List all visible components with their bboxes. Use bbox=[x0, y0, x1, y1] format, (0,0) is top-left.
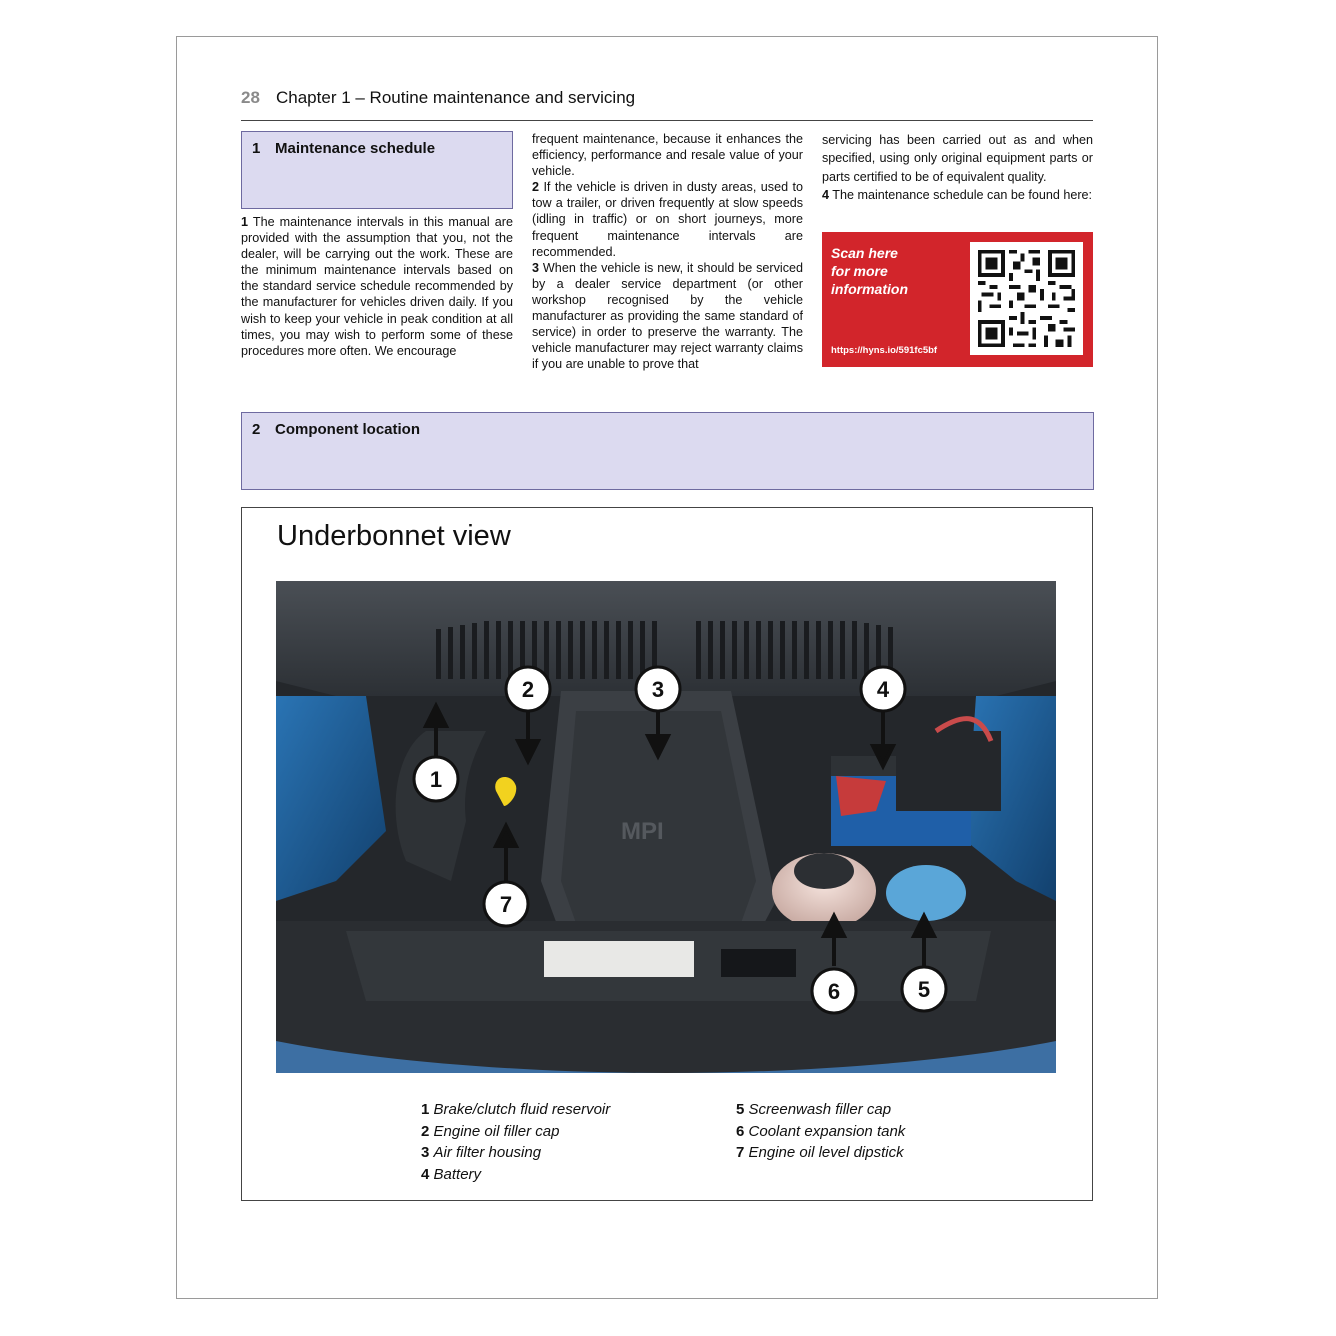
paragraph bbox=[532, 179, 803, 259]
legend-number: 5 bbox=[736, 1101, 745, 1118]
paragraph-text: frequent maintenance, because it enhances the efficiency, performance and resale value of your vehicle. bbox=[532, 132, 803, 179]
legend-text: Air filter housing bbox=[433, 1144, 542, 1161]
legend-item bbox=[421, 1164, 610, 1186]
mpi-lettering: MPI bbox=[621, 818, 664, 845]
callout-label: 6 bbox=[827, 979, 841, 1004]
legend-left bbox=[421, 1099, 610, 1185]
paragraph bbox=[532, 131, 803, 179]
text-column-1 bbox=[241, 214, 513, 359]
paragraph-text: If the vehicle is driven in dusty areas, used to tow a trailer, or driven frequently at slow speeds (idling in traffic) or on short journeys, more frequent maintenance intervals are recommended. bbox=[532, 180, 804, 259]
section-title: Component location bbox=[275, 421, 420, 438]
legend-item bbox=[736, 1121, 905, 1143]
qr-code-icon[interactable] bbox=[970, 242, 1083, 355]
callout-label: 4 bbox=[876, 677, 890, 702]
legend-text: Engine oil level dipstick bbox=[748, 1144, 904, 1161]
section-number: 2 bbox=[252, 421, 261, 438]
chapter-title: Chapter 1 – Routine maintenance and servicing bbox=[276, 88, 636, 107]
paragraph-number: 1 bbox=[241, 215, 249, 229]
text-column-2 bbox=[532, 131, 803, 372]
legend-item bbox=[736, 1142, 905, 1164]
engine-bay-photo bbox=[276, 581, 1056, 1073]
scan-here-text: Scan here for more information bbox=[831, 245, 908, 297]
section-heading-maintenance-schedule bbox=[241, 131, 513, 209]
qr-panel[interactable] bbox=[822, 232, 1093, 367]
paragraph-number: 2 bbox=[532, 180, 540, 195]
paragraph bbox=[532, 260, 803, 373]
legend-number: 4 bbox=[421, 1165, 430, 1183]
paragraph-text: The maintenance schedule can be found here: bbox=[832, 187, 1093, 202]
callout-label: 7 bbox=[499, 892, 513, 917]
legend-number: 3 bbox=[421, 1144, 430, 1161]
paragraph-number: 4 bbox=[822, 187, 830, 202]
callout-label: 2 bbox=[521, 677, 535, 702]
legend-text: Screenwash filler cap bbox=[748, 1101, 892, 1118]
legend-item bbox=[421, 1121, 610, 1143]
section-title: Maintenance schedule bbox=[275, 140, 436, 157]
paragraph-text: The maintenance intervals in this manual are provided with the assumption that you, not the dealer, will be carrying out the work. These are the minimum maintenance intervals based on the standard service schedule recommended by the manufacturer for vehicles driven daily. If you wish to keep your vehicle in peak condition at all times, you may wish to perform some of these procedures more often. We encourage bbox=[241, 215, 513, 358]
text-column-3 bbox=[822, 131, 1093, 204]
legend-item bbox=[421, 1142, 610, 1164]
page-number: 28 bbox=[241, 88, 260, 107]
paragraph bbox=[241, 214, 513, 359]
legend-text: Battery bbox=[433, 1165, 482, 1183]
page-header bbox=[241, 86, 1093, 121]
section-number: 1 bbox=[252, 140, 261, 157]
legend-number: 1 bbox=[421, 1101, 430, 1118]
legend-number: 7 bbox=[736, 1144, 745, 1161]
legend-number: 6 bbox=[736, 1122, 745, 1140]
legend-right bbox=[736, 1099, 905, 1164]
paragraph-text: servicing has been carried out as and when specified, using only original equipment parts or parts certified to be of equivalent quality. bbox=[822, 133, 1093, 184]
callout-label: 5 bbox=[917, 977, 931, 1002]
callout-label: 1 bbox=[429, 767, 443, 792]
legend-number: 2 bbox=[421, 1122, 430, 1140]
legend-text: Engine oil filler cap bbox=[433, 1122, 560, 1140]
figure-title: Underbonnet view bbox=[277, 520, 511, 552]
paragraph-text: When the vehicle is new, it should be serviced by a dealer service department (or other workshop recognised by the vehicle manufacturer as providing the same standard of service) in order to preserve the warranty. The vehicle manufacturer may reject warranty claims if you are unable to prove that bbox=[532, 260, 803, 372]
legend-text: Brake/clutch fluid reservoir bbox=[433, 1101, 611, 1118]
callout-label: 3 bbox=[651, 677, 665, 702]
callout-overlay bbox=[276, 581, 1056, 1073]
qr-url[interactable]: https://hyns.io/591fc5bf bbox=[831, 345, 938, 356]
legend-item bbox=[421, 1099, 610, 1121]
paragraph bbox=[822, 186, 1093, 204]
paragraph-number: 3 bbox=[532, 260, 540, 275]
paragraph bbox=[822, 131, 1093, 186]
section-heading-component-location bbox=[241, 412, 1094, 490]
legend-text: Coolant expansion tank bbox=[748, 1122, 906, 1140]
legend-item bbox=[736, 1099, 905, 1121]
